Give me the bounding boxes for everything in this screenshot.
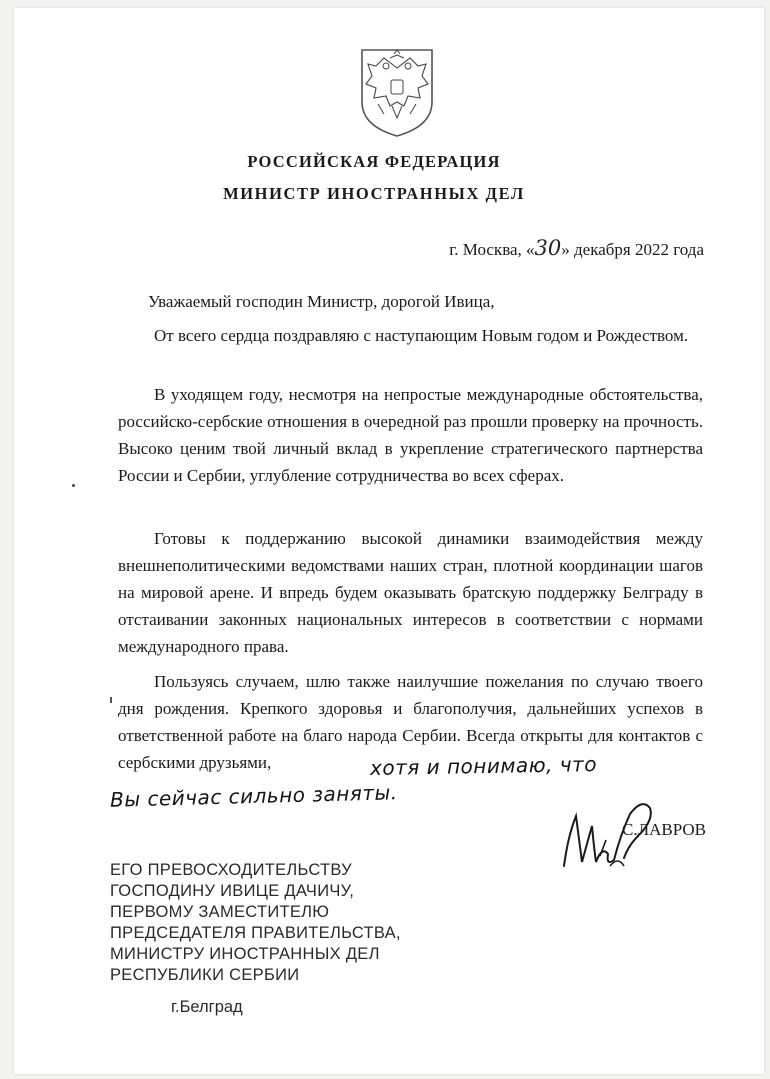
- signatory-name: С.ЛАВРОВ: [621, 820, 706, 839]
- paragraph: Пользуясь случаем, шлю также наилучшие пожелания по случаю твоего дня рождения. Крепкого здоровья и благополучия, дальнейших успехов в ответственной работе на благо народа Сербии. Всегда открыты для контактов с сербскими друзьями,: [118, 672, 703, 772]
- letter-page: [14, 8, 764, 1074]
- addressee-line: ЕГО ПРЕВОСХОДИТЕЛЬСТВУ: [110, 861, 352, 879]
- header-country: РОССИЙСКАЯ ФЕДЕРАЦИЯ: [247, 152, 501, 171]
- paragraph: Готовы к поддержанию высокой динамики взаимодействия между внешнеполитическими ведомствами наших стран, плотной координации шагов на мировой арене. И впредь будем оказывать братскую поддержку Белграду в отстаивании законных национальных интересов в соответствии с нормами международного права.: [118, 529, 703, 656]
- handwritten-note-line2: Вы сейчас сильно заняты.: [109, 780, 398, 812]
- coat-of-arms-emblem: [354, 46, 440, 138]
- scan-speck: [72, 484, 75, 487]
- addressee-line: ГОСПОДИНУ ИВИЦЕ ДАЧИЧУ,: [110, 882, 355, 900]
- date-day-handwritten: 30: [534, 236, 562, 260]
- place-date: [449, 236, 704, 260]
- addressee-line: РЕСПУБЛИКИ СЕРБИИ: [110, 966, 300, 984]
- addressee-line: ПРЕДСЕДАТЕЛЯ ПРАВИТЕЛЬСТВА,: [110, 924, 401, 942]
- date-city: г. Москва, «: [449, 240, 535, 259]
- addressee-city: г.Белград: [171, 998, 243, 1016]
- greeting: Уважаемый господин Министр, дорогой Ивица,: [148, 292, 495, 311]
- handwritten-note-line1: хотя и понимаю, что: [369, 752, 598, 780]
- addressee-line: ПЕРВОМУ ЗАМЕСТИТЕЛЮ: [110, 903, 330, 921]
- date-rest: » декабря 2022 года: [561, 240, 704, 259]
- header-minister: МИНИСТР ИНОСТРАННЫХ ДЕЛ: [223, 184, 525, 203]
- addressee-line: МИНИСТРУ ИНОСТРАННЫХ ДЕЛ: [110, 945, 380, 963]
- scan-speck: [110, 697, 112, 703]
- addressee-block: [110, 860, 401, 986]
- paragraph: От всего сердца поздравляю с наступающим Новым годом и Рождеством.: [154, 326, 689, 345]
- paragraph: В уходящем году, несмотря на непростые международные обстоятельства, российско-сербские отношения в очередной раз прошли проверку на прочность. Высоко ценим твой личный вклад в укрепление стратегического партнерства России и Сербии, углубление сотрудничества во всех сферах.: [118, 385, 703, 485]
